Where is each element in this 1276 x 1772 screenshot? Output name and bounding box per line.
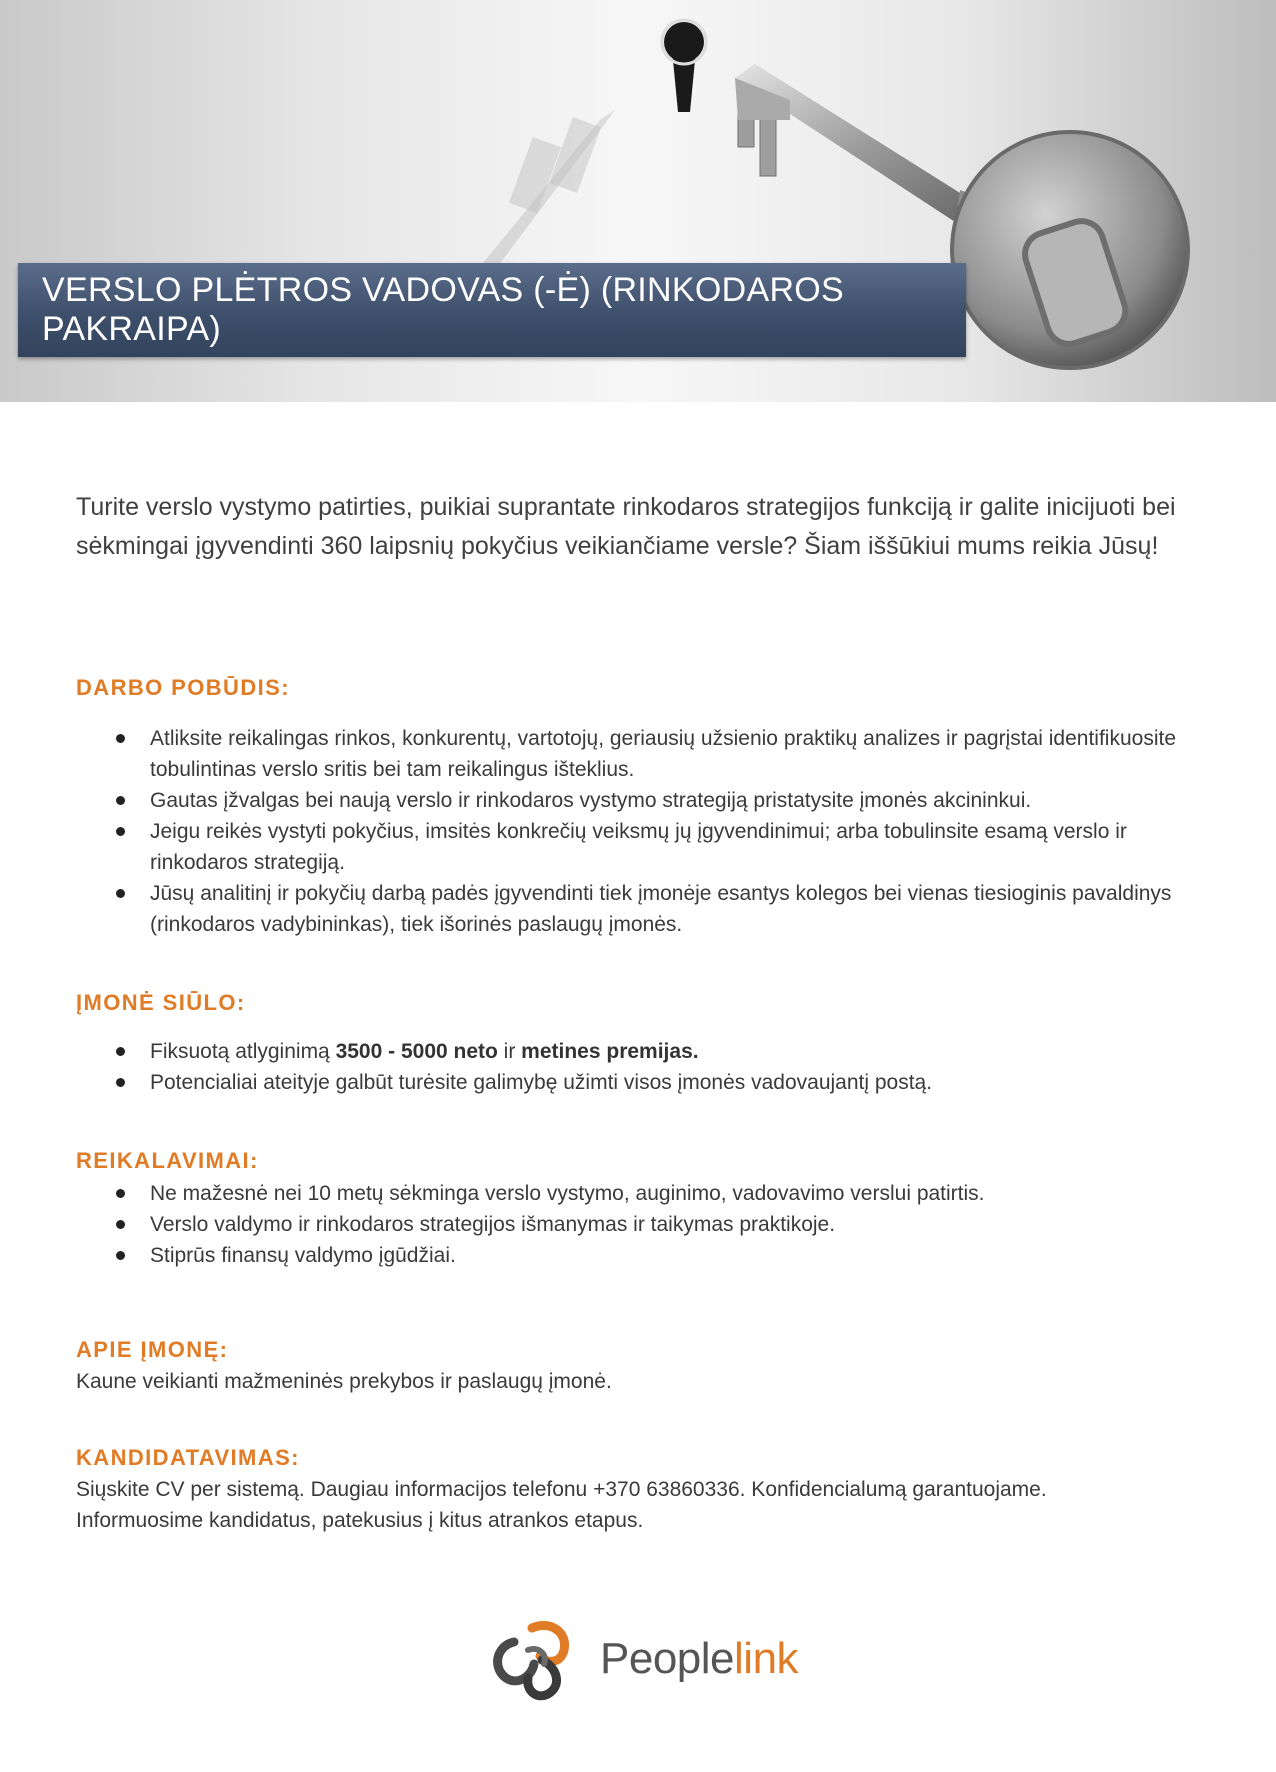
bonus-value: metines premijas.: [521, 1040, 699, 1063]
heading-imone-siulo: ĮMONĖ SIŪLO:: [76, 990, 246, 1015]
list-reikalavimai: [76, 1178, 1206, 1271]
list-item: Jūsų analitinį ir pokyčių darbą padės įgyvendinti tiek įmonėje esantys kolegos bei vienas tiesioginis pavaldinys (rinkodaros vadybininkas), tiek išorinės paslaugų įmonės.: [76, 878, 1206, 940]
title-bar: [18, 263, 966, 357]
bullet-icon: [116, 1251, 125, 1260]
bullet-icon: [116, 827, 125, 836]
list-darbo-pobudis: [76, 723, 1206, 940]
peoplelink-logo: [488, 1620, 808, 1702]
header-banner: [0, 0, 1276, 402]
apply-text-line1: Siųskite CV per sistemą. Daugiau informacijos telefonu +370 63860336. Konfidencialumą garantuojame.: [76, 1478, 1047, 1501]
intro-paragraph: Turite verslo vystymo patirties, puikiai suprantate rinkodaros strategijos funkciją ir galite inicijuoti bei sėkmingai įgyvendinti 360 laipsnių pokyčius veikiančiame versle? Šiam iššūkiui mums reikia Jūsų!: [76, 493, 1176, 560]
list-item: Potencialiai ateityje galbūt turėsite galimybę užimti visos įmonės vadovaujantį postą.: [76, 1067, 1206, 1098]
list-item: Fiksuotą atlyginimą 3500 - 5000 neto ir metines premijas.: [76, 1036, 1206, 1067]
bullet-icon: [116, 889, 125, 898]
salary-value: 3500 - 5000 neto: [335, 1040, 498, 1063]
logo-wordmark: Peoplelink: [600, 1634, 799, 1683]
bullet-icon: [116, 796, 125, 805]
list-item: Jeigu reikės vystyti pokyčius, imsitės konkrečių veiksmų jų įgyvendinimui; arba tobulinsite esamą verslo ir rinkodaros strategiją.: [76, 816, 1206, 878]
heading-apie-imone: APIE ĮMONĘ:: [76, 1337, 229, 1362]
about-company-text: Kaune veikianti mažmeninės prekybos ir paslaugų įmonė.: [76, 1370, 612, 1393]
bullet-icon: [116, 1189, 125, 1198]
peoplelink-logo-icon: [488, 1620, 588, 1702]
keyhole-icon: [662, 20, 706, 112]
list-item: Verslo valdymo ir rinkodaros strategijos išmanymas ir taikymas praktikoje.: [76, 1209, 1206, 1240]
heading-reikalavimai: REIKALAVIMAI:: [76, 1148, 259, 1173]
list-item: Atliksite reikalingas rinkos, konkurentų, vartotojų, geriausių užsienio praktikų analizes ir pagrįstai identifikuosite tobulintinas verslo sritis bei tam reikalingus išteklius.: [76, 723, 1206, 785]
heading-darbo-pobudis: DARBO POBŪDIS:: [76, 675, 290, 700]
apply-text-line2: Informuosime kandidatus, patekusius į kitus atrankos etapus.: [76, 1509, 644, 1532]
list-item: Gautas įžvalgas bei naują verslo ir rinkodaros vystymo strategiją pristatysite įmonės akcininkui.: [76, 785, 1206, 816]
list-imone-siulo: [76, 1036, 1206, 1098]
bullet-icon: [116, 1220, 125, 1229]
bullet-icon: [116, 1078, 125, 1087]
bullet-icon: [116, 734, 125, 743]
heading-kandidatavimas: KANDIDATAVIMAS:: [76, 1445, 300, 1470]
bullet-icon: [116, 1047, 125, 1056]
list-item: Stiprūs finansų valdymo įgūdžiai.: [76, 1240, 1206, 1271]
page-title: VERSLO PLĖTROS VADOVAS (-Ė) (RINKODAROS PAKRAIPA): [42, 271, 845, 348]
list-item: Ne mažesnė nei 10 metų sėkminga verslo vystymo, auginimo, vadovavimo verslui patirtis.: [76, 1178, 1206, 1209]
